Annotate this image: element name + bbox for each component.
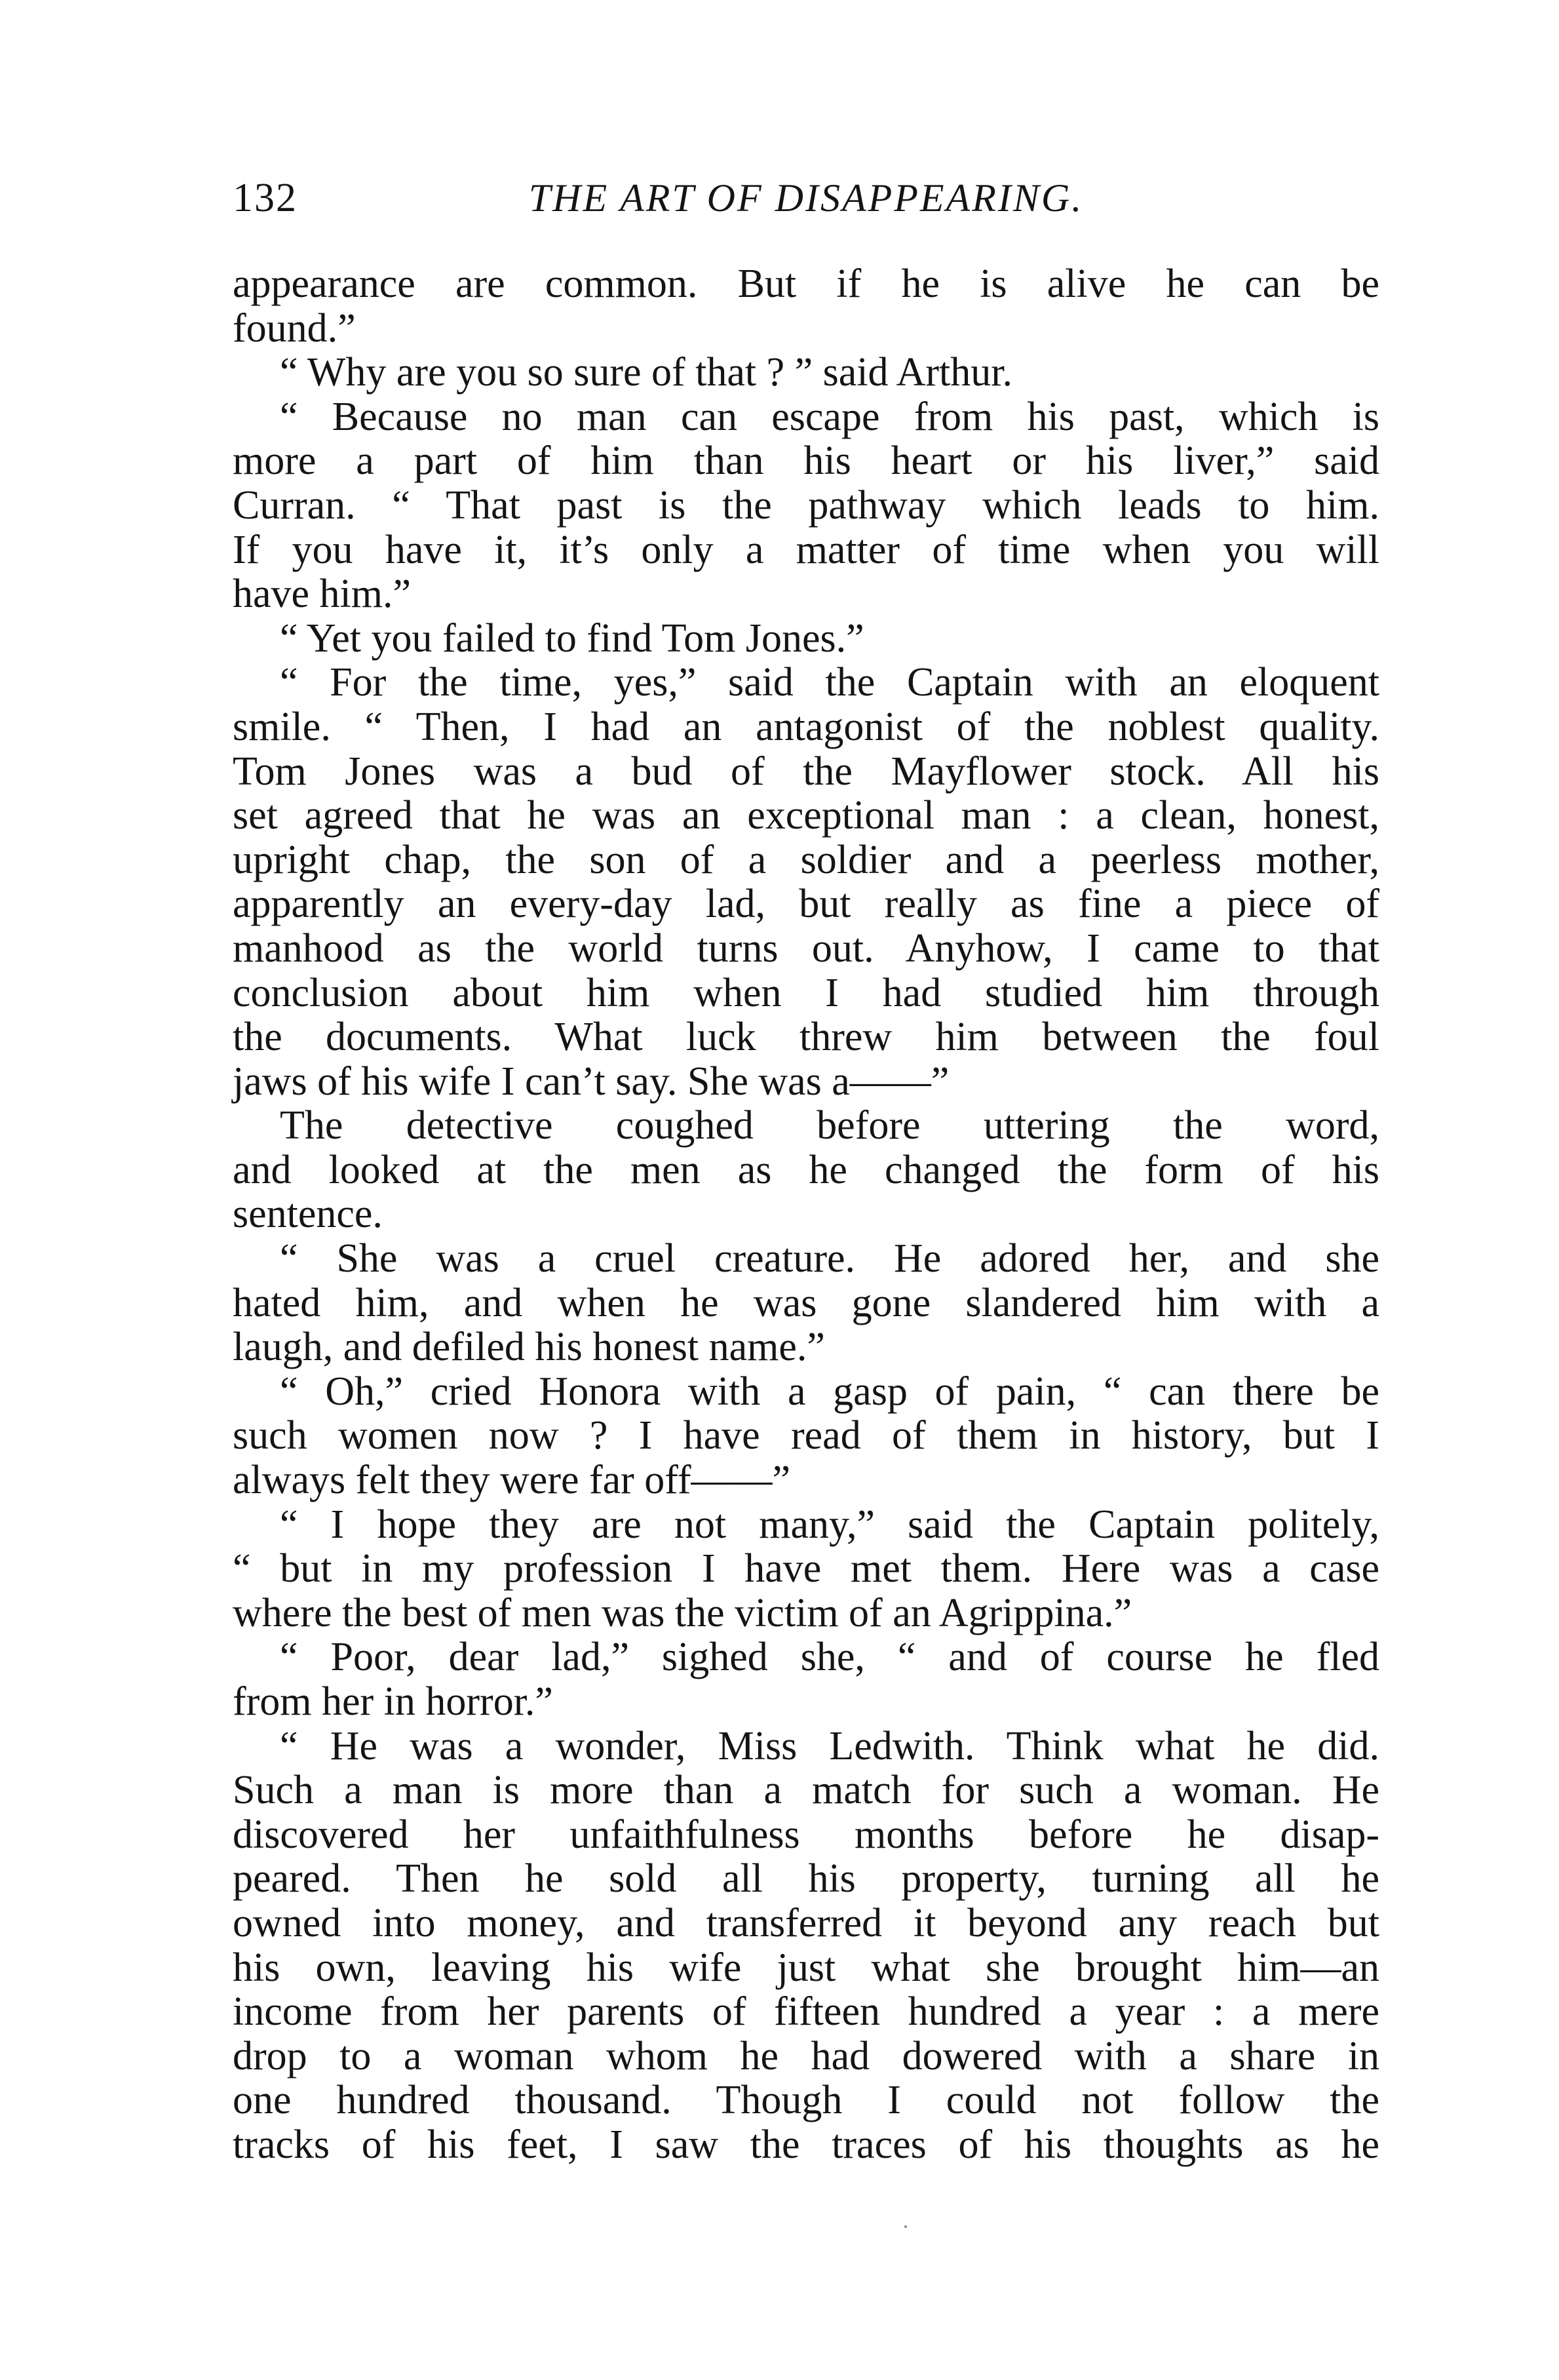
text-line: one hundred thousand. Though I could not follow the (233, 2078, 1379, 2123)
text-line: “ Poor, dear lad,” sighed she, “ and of course he fled (280, 1635, 1379, 1680)
text-line: discovered her unfaithfulness months before he disap- (233, 1812, 1379, 1857)
text-line: peared. Then he sold all his property, turning all he (233, 1856, 1379, 1902)
text-line: Curran. “ That past is the pathway which leads to him. (233, 482, 1379, 528)
text-line: upright chap, the son of a soldier and a peerless mother, (233, 837, 1379, 882)
text-line: have him.” (233, 572, 412, 617)
page-number: 132 (233, 176, 298, 220)
text-line: If you have it, it’s only a matter of time when you will (233, 527, 1379, 572)
text-line: income from her parents of fifteen hundred a year : a mere (233, 1989, 1379, 2035)
text-line: Such a man is more than a match for such a woman. He (233, 1768, 1379, 1813)
text-line: “ Because no man can escape from his past, which is (280, 394, 1379, 439)
text-line: the documents. What luck threw him between the foul (233, 1015, 1379, 1060)
text-line: “ For the time, yes,” said the Captain with an eloquent (280, 660, 1379, 705)
text-line: tracks of his feet, I saw the traces of his thoughts as he (233, 2122, 1379, 2167)
page-header (233, 172, 1379, 231)
text-line: his own, leaving his wife just what she brought him—an (233, 1945, 1379, 1990)
running-title: THE ART OF DISAPPEARING. (528, 176, 1084, 220)
text-line: set agreed that he was an exceptional man : a clean, honest, (233, 793, 1379, 838)
text-line: “ but in my profession I have met them. Here was a case (233, 1546, 1379, 1591)
text-line: manhood as the world turns out. Anyhow, I came to that (233, 926, 1379, 971)
text-line: laugh, and defiled his honest name.” (233, 1325, 825, 1370)
text-line: “ Why are you so sure of that ? ” said Arthur. (280, 350, 1012, 395)
text-line: smile. “ Then, I had an antagonist of the noblest quality. (233, 704, 1379, 749)
text-line: “ She was a cruel creature. He adored her, and she (280, 1236, 1379, 1281)
text-line: hated him, and when he was gone slandered him with a (233, 1280, 1379, 1325)
text-line: conclusion about him when I had studied him through (233, 970, 1379, 1015)
text-line: “ Yet you failed to find Tom Jones.” (280, 615, 864, 661)
text-line: always felt they were far off——” (233, 1458, 790, 1503)
text-line: such women now ? I have read of them in history, but I (233, 1413, 1379, 1458)
text-line: owned into money, and transferred it beyond any reach but (233, 1900, 1379, 1945)
text-line: “ I hope they are not many,” said the Captain politely, (280, 1502, 1379, 1547)
text-line: The detective coughed before uttering the word, (280, 1103, 1379, 1148)
text-line: apparently an every-day lad, but really as fine a piece of (233, 882, 1379, 927)
body-text (233, 262, 1379, 2168)
text-line: and looked at the men as he changed the form of his (233, 1147, 1379, 1192)
text-line: “ He was a wonder, Miss Ledwith. Think what he did. (280, 1723, 1379, 1768)
text-line: more a part of him than his heart or his liver,” said (233, 439, 1379, 484)
text-line: from her in horror.” (233, 1679, 553, 1724)
text-line: appearance are common. But if he is alive he can be (233, 262, 1379, 306)
print-speck (904, 2225, 907, 2228)
text-line: where the best of men was the victim of an Agrippina.” (233, 1590, 1132, 1635)
text-line: sentence. (233, 1192, 383, 1237)
text-line: “ Oh,” cried Honora with a gasp of pain, “ can there be (280, 1369, 1379, 1414)
text-line: jaws of his wife I can’t say. She was a——” (233, 1059, 950, 1104)
text-line: Tom Jones was a bud of the Mayflower stock. All his (233, 749, 1379, 794)
text-line: drop to a woman whom he had dowered with a share in (233, 2033, 1379, 2078)
text-line: found.” (233, 305, 356, 351)
